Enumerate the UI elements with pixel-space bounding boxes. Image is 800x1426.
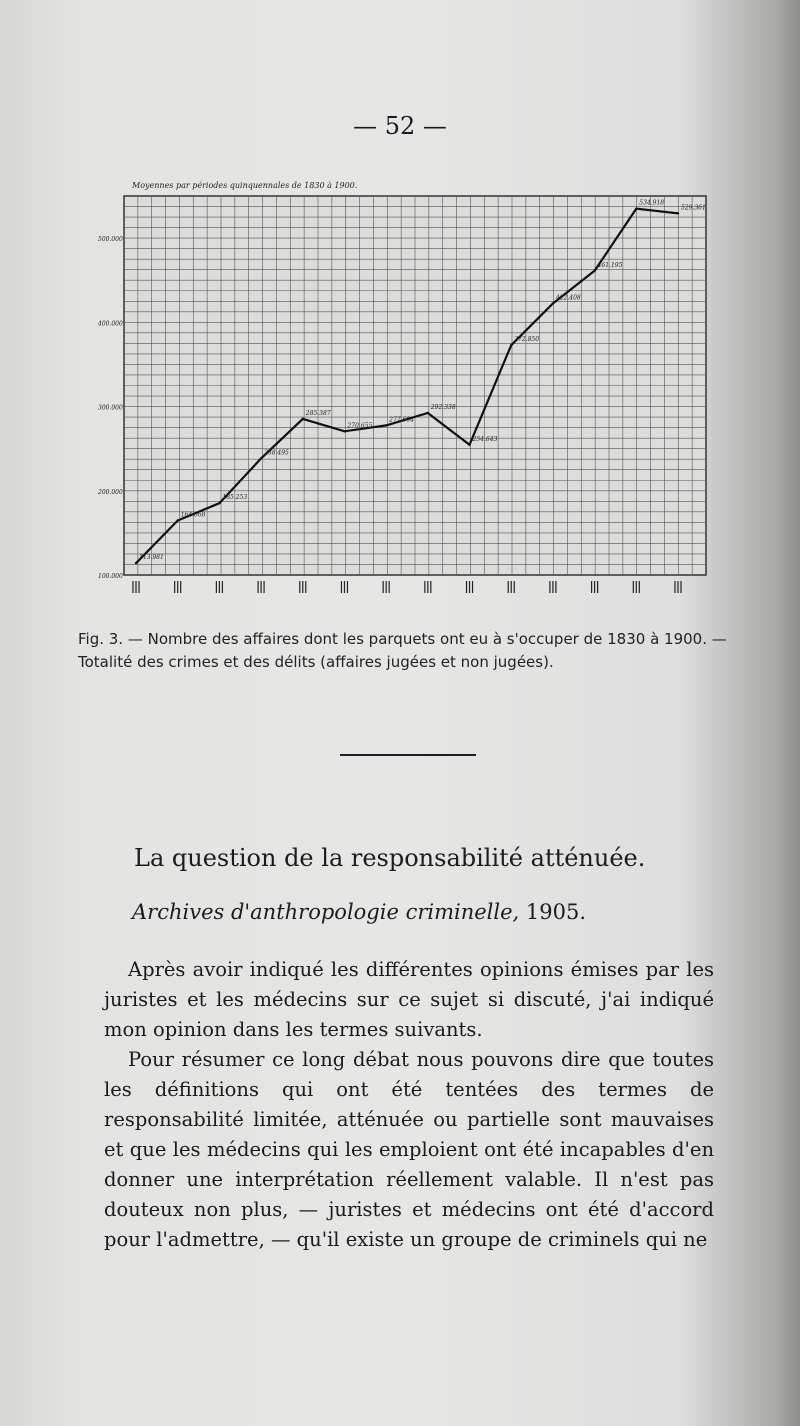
data-point (176, 519, 178, 521)
section-title: La question de la responsabilité atténuée. (134, 844, 646, 872)
data-label: 422.408 (555, 294, 581, 302)
y-tick-label: 500.000 (98, 236, 123, 244)
data-label: 113.981 (139, 554, 164, 562)
data-label: 270.655 (347, 422, 373, 430)
data-point (468, 444, 470, 446)
section-source (132, 900, 586, 924)
y-tick-label: 100.000 (98, 573, 123, 580)
data-point (218, 502, 220, 504)
y-tick-label: 400.000 (98, 320, 123, 328)
data-label: 292.338 (430, 404, 456, 412)
body-text (104, 955, 714, 1255)
data-label: 461.195 (597, 261, 623, 269)
chart-title: Moyennes par périodes quinquennales de 1830 à 1900. (132, 181, 358, 190)
data-label: 277.604 (389, 416, 414, 424)
data-label: 164.668 (180, 511, 206, 519)
data-label: 285.387 (305, 409, 331, 417)
figure-caption: Fig. 3. — Nombre des affaires dont les parquets ont eu à s'occuper de 1830 à 1900. — Totalité des crimes et des délits (affaires jugées et non jugées). (78, 630, 727, 671)
data-label: 372.850 (514, 336, 540, 344)
data-point (385, 424, 387, 426)
data-label: 185.253 (222, 494, 248, 502)
data-point (343, 430, 345, 432)
data-point (552, 302, 554, 304)
data-label: 529.361 (681, 204, 706, 212)
data-point (427, 412, 429, 414)
data-label: 534.918 (639, 199, 665, 207)
chart-svg (96, 180, 716, 610)
data-label: 254.643 (472, 435, 498, 443)
data-label: 238.495 (264, 449, 289, 457)
page-number: — 52 — (353, 112, 447, 140)
paragraph: Pour résumer ce long débat nous pouvons dire que toutes les définitions qui ont été tentées des termes de responsabilité limitée, atténuée ou partielle sont mauvaises et que les médecins qui les emploient ont été incapables d'en donner une interprétation réellement valable. Il n'est pas douteux non plus, — juristes et médecins ont été d'accord pour l'admettre, — qu'il existe un groupe de criminels qui ne (104, 1048, 714, 1251)
data-point (260, 457, 262, 459)
data-point (635, 208, 637, 210)
data-point (677, 212, 679, 214)
paragraph: Après avoir indiqué les différentes opinions émises par les juristes et les médecins sur ce sujet si discuté, j'ai indiqué mon opinion dans les termes suivants. (104, 958, 714, 1041)
data-point (135, 562, 137, 564)
source-journal: Archives d'anthropologie criminelle, (132, 900, 520, 924)
y-tick-label: 200.000 (98, 488, 123, 496)
section-divider (340, 754, 476, 756)
y-tick-label: 300.000 (98, 404, 123, 412)
line-chart (96, 180, 716, 610)
data-point (593, 270, 595, 272)
data-point (302, 418, 304, 420)
data-point (510, 344, 512, 346)
source-year: 1905. (525, 900, 587, 924)
